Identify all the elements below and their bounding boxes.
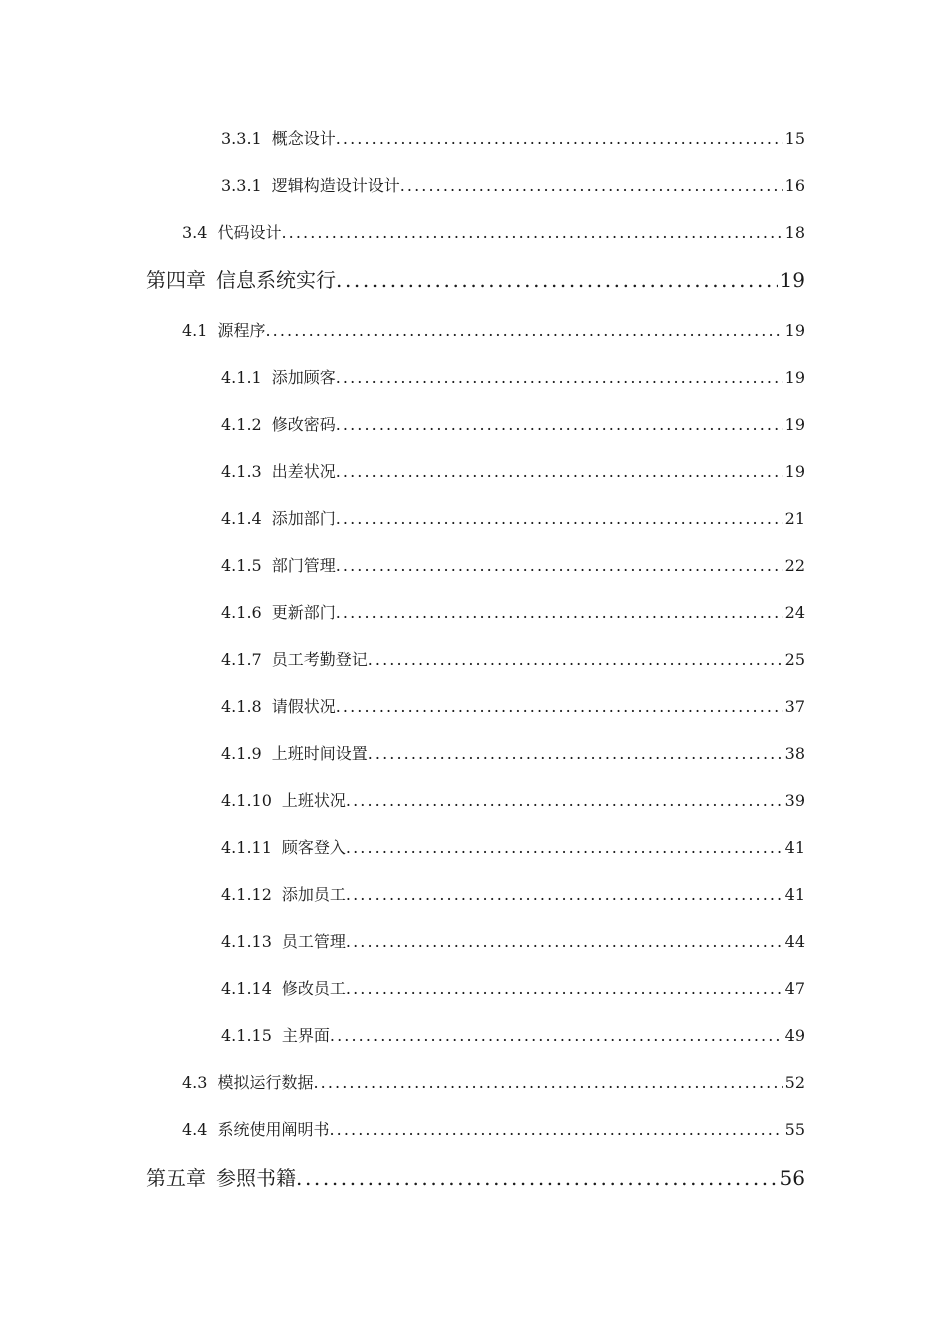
toc-chapter-entry[interactable] (146, 1162, 805, 1191)
toc-entry[interactable] (221, 976, 805, 999)
toc-entry-title: 顾客登入 (281, 838, 346, 857)
dot-leader (346, 885, 783, 904)
toc-page-number: 18 (784, 223, 805, 242)
toc-page-number: 19 (784, 368, 805, 387)
toc-entry-label (221, 600, 336, 623)
toc-entry-title: 更新部门 (271, 603, 336, 622)
toc-chapter-entry[interactable] (146, 264, 805, 293)
toc-page-number: 41 (784, 838, 805, 857)
toc-entry-number: 4.1.12 (221, 885, 272, 904)
toc-entry-title: 修改密码 (271, 415, 336, 434)
toc-entry[interactable] (182, 318, 805, 341)
dot-leader (336, 509, 783, 528)
toc-entry-number: 4.1.10 (221, 791, 272, 810)
toc-page-number: 37 (784, 697, 805, 716)
dot-leader (265, 321, 782, 340)
toc-entry-title: 员工考勤登记 (271, 650, 368, 669)
toc-entry-label (221, 1023, 330, 1046)
toc-entry[interactable] (221, 173, 805, 196)
toc-entry[interactable] (221, 459, 805, 482)
dot-leader (281, 223, 782, 242)
toc-entry-label (221, 553, 336, 576)
toc-entry-number: 4.1.7 (221, 650, 262, 669)
toc-entry-title: 员工管理 (281, 932, 346, 951)
toc-entry-number: 4.1.3 (221, 462, 262, 481)
toc-entry-number: 4.1.8 (221, 697, 262, 716)
toc-entry[interactable] (221, 506, 805, 529)
toc-entry-number: 4.1.6 (221, 603, 262, 622)
toc-entry-label (182, 1070, 313, 1093)
toc-entry[interactable] (221, 741, 805, 764)
toc-entry-label (221, 647, 368, 670)
toc-entry-label (182, 1117, 329, 1140)
toc-entry[interactable] (182, 1117, 805, 1140)
dot-leader (346, 932, 783, 951)
toc-page-number: 49 (784, 1026, 805, 1045)
dot-leader (296, 1166, 778, 1190)
toc-entry-title: 上班状况 (281, 791, 346, 810)
toc-entry-title: 源程序 (217, 321, 266, 340)
toc-entry-title: 请假状况 (271, 697, 336, 716)
toc-page-number: 19 (779, 268, 805, 292)
toc-entry-label (221, 835, 346, 858)
dot-leader (336, 368, 783, 387)
dot-leader (336, 415, 783, 434)
toc-entry-title: 修改员工 (281, 979, 346, 998)
dot-leader (346, 791, 783, 810)
toc-page-number: 24 (784, 603, 805, 622)
toc-entry-label (221, 929, 346, 952)
dot-leader (336, 697, 783, 716)
toc-entry-title: 信息系统实行 (216, 268, 336, 292)
toc-entry[interactable] (221, 647, 805, 670)
toc-entry-number: 4.3 (182, 1073, 208, 1092)
toc-entry-label (182, 318, 265, 341)
dot-leader (368, 744, 783, 763)
toc-page-number: 44 (784, 932, 805, 951)
toc-entry-title: 模拟运行数据 (217, 1073, 314, 1092)
toc-entry-number: 4.1.11 (221, 838, 272, 857)
toc-page-number: 16 (784, 176, 805, 195)
dot-leader (346, 838, 783, 857)
toc-entry-title: 系统使用阐明书 (217, 1120, 330, 1139)
toc-entry-label (221, 976, 346, 999)
toc-entry-title: 逻辑构造设计设计 (271, 176, 400, 195)
toc-entry-title: 上班时间设置 (271, 744, 368, 763)
toc-page-number: 55 (784, 1120, 805, 1139)
toc-entry-number: 4.1.5 (221, 556, 262, 575)
toc-entry[interactable] (221, 694, 805, 717)
toc-entry-number: 4.1 (182, 321, 208, 340)
toc-entry-label (221, 741, 368, 764)
toc-entry[interactable] (221, 553, 805, 576)
toc-entry-label (221, 882, 346, 905)
toc-entry-label (182, 220, 281, 243)
toc-page-number: 21 (784, 509, 805, 528)
dot-leader (336, 603, 783, 622)
toc-entry-title: 出差状况 (271, 462, 336, 481)
toc-entry-label (221, 506, 336, 529)
toc-entry[interactable] (221, 412, 805, 435)
toc-page-number: 41 (784, 885, 805, 904)
toc-entry-number: 4.1.2 (221, 415, 262, 434)
toc-entry-number: 4.1.13 (221, 932, 272, 951)
toc-chapter-number: 第四章 (146, 268, 206, 292)
toc-entry-title: 概念设计 (271, 129, 336, 148)
toc-page-number: 39 (784, 791, 805, 810)
toc-entry-title: 代码设计 (217, 223, 282, 242)
toc-entry-label (221, 788, 346, 811)
toc-entry[interactable] (221, 835, 805, 858)
dot-leader (329, 1120, 782, 1139)
toc-entry-title: 参照书籍 (216, 1166, 296, 1190)
toc-entry[interactable] (221, 1023, 805, 1046)
toc-entry-number: 4.4 (182, 1120, 208, 1139)
toc-entry[interactable] (221, 788, 805, 811)
toc-entry-number: 3.3.1 (221, 176, 262, 195)
toc-entry[interactable] (221, 365, 805, 388)
toc-entry-label (221, 694, 336, 717)
toc-entry[interactable] (221, 929, 805, 952)
dot-leader (336, 268, 778, 292)
toc-entry-number: 4.1.9 (221, 744, 262, 763)
dot-leader (313, 1073, 782, 1092)
toc-entry-title: 主界面 (281, 1026, 330, 1045)
toc-entry[interactable] (182, 1070, 805, 1093)
toc-entry-label (221, 459, 336, 482)
toc-page-number: 22 (784, 556, 805, 575)
toc-page-number: 19 (784, 321, 805, 340)
dot-leader (336, 462, 783, 481)
toc-entry-label (221, 126, 336, 149)
toc-entry[interactable] (182, 220, 805, 243)
toc-entry[interactable] (221, 126, 805, 149)
toc-page-number: 25 (784, 650, 805, 669)
toc-page-number: 52 (784, 1073, 805, 1092)
toc-entry-title: 添加员工 (281, 885, 346, 904)
toc-chapter-number: 第五章 (146, 1166, 206, 1190)
dot-leader (368, 650, 783, 669)
toc-page-number: 19 (784, 415, 805, 434)
toc-page-number: 19 (784, 462, 805, 481)
toc-entry-label (146, 1162, 296, 1191)
dot-leader (346, 979, 783, 998)
dot-leader (400, 176, 783, 195)
toc-entry-number: 4.1.15 (221, 1026, 272, 1045)
toc-page-number: 56 (779, 1166, 805, 1190)
toc-page-number: 15 (784, 129, 805, 148)
toc-entry-title: 添加部门 (271, 509, 336, 528)
toc-entry-label (221, 412, 336, 435)
toc-page-number: 38 (784, 744, 805, 763)
toc-entry-number: 3.4 (182, 223, 208, 242)
toc-entry-number: 3.3.1 (221, 129, 262, 148)
toc-entry-title: 添加顾客 (271, 368, 336, 387)
toc-page-number: 47 (784, 979, 805, 998)
toc-entry-label (221, 173, 400, 196)
toc-entry-label (221, 365, 336, 388)
dot-leader (330, 1026, 783, 1045)
toc-entry-number: 4.1.4 (221, 509, 262, 528)
toc-entry[interactable] (221, 882, 805, 905)
toc-entry-title: 部门管理 (271, 556, 336, 575)
toc-entry-number: 4.1.1 (221, 368, 262, 387)
dot-leader (336, 556, 783, 575)
toc-entry-label (146, 264, 336, 293)
dot-leader (336, 129, 783, 148)
toc-entry-number: 4.1.14 (221, 979, 272, 998)
toc-entry[interactable] (221, 600, 805, 623)
